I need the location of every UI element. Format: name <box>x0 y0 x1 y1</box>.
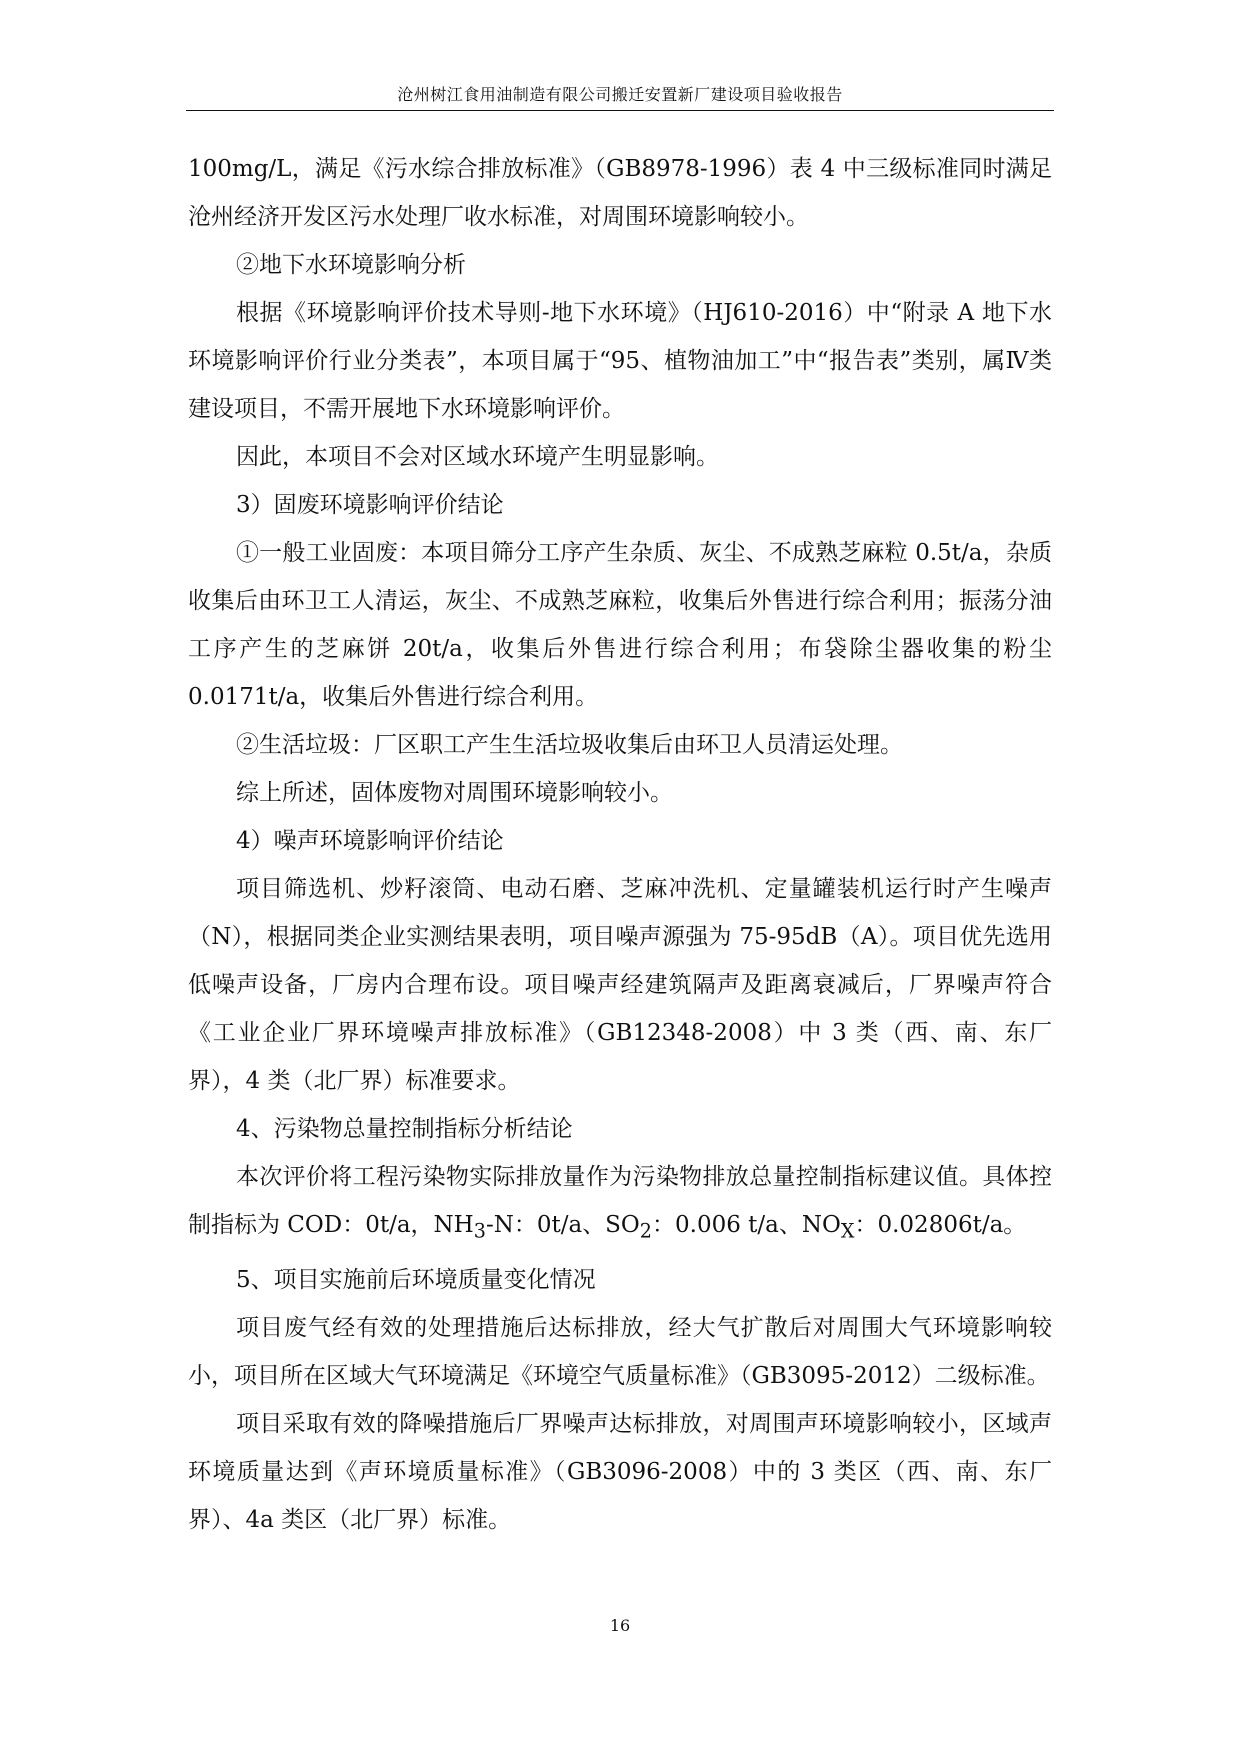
heading-environment-change: 5、项目实施前后环境质量变化情况 <box>236 1266 596 1293</box>
paragraph-noise: 项目筛选机、炒籽滚筒、电动石磨、芝麻冲洗机、定量罐装机运行时产生噪声（N），根据同类企业实测结果表明，项目噪声源强为 75-95dB（A）。项目优先选用低噪声设备，厂房内合理布设。项目噪声经建筑隔声及距离衰减后，厂界噪声符合《工业企业厂界环境噪声排放标准》（GB12348-2008）中 3 类（西、南、东厂界），4 类（北厂界）标准要求。 <box>188 876 1052 1094</box>
total-control-suffix: ：0.02806t/a。 <box>854 1212 1027 1238</box>
page-number: 16 <box>609 1616 631 1635</box>
total-control-prefix: 本次评价将工程污染物实际排放量作为污染物排放总量控制指标建议值。具体控制指标为 COD：0t/a，NH <box>188 1164 1052 1238</box>
paragraph-industrial-solid-waste: ①一般工业固废：本项目筛分工序产生杂质、灰尘、不成熟芝麻粒 0.5t/a，杂质收集后由环卫工人清运，灰尘、不成熟芝麻粒，收集后外售进行综合利用；振荡分油工序产生的芝麻饼 20t/a，收集后外售进行综合利用；布袋除尘器收集的粉尘 0.0171t/a，收集后外售进行综合利用。 <box>188 540 1052 710</box>
paragraph-wastewater-standard: 100mg/L，满足《污水综合排放标准》（GB8978-1996）表 4 中三级标准同时满足沧州经济开发区污水处理厂收水标准，对周围环境影响较小。 <box>188 156 1052 230</box>
paragraph-groundwater: 根据《环境影响评价技术导则-地下水环境》（HJ610-2016）中“附录 A 地下水环境影响评价行业分类表”，本项目属于“95、植物油加工”中“报告表”类别，属Ⅳ类建设项目，不需开展地下水环境影响评价。 <box>188 300 1052 422</box>
paragraph-solid-waste-summary: 综上所述，固体废物对周围环境影响较小。 <box>236 780 673 806</box>
nh3-subscript: 3 <box>473 1219 486 1243</box>
header-rule <box>186 110 1054 111</box>
so2-subscript: 2 <box>639 1219 652 1243</box>
paragraph-domestic-waste: ②生活垃圾：厂区职工产生生活垃圾收集后由环卫人员清运处理。 <box>236 732 903 758</box>
heading-groundwater: ②地下水环境影响分析 <box>236 252 466 278</box>
total-control-mid1: -N：0t/a、SO <box>485 1212 640 1238</box>
total-control-mid2: ：0.006 t/a、NO <box>652 1212 841 1238</box>
document-body <box>188 145 1052 1544</box>
heading-total-control: 4、污染物总量控制指标分析结论 <box>236 1116 573 1142</box>
paragraph-acoustic-quality: 项目采取有效的降噪措施后厂界噪声达标排放，对周围声环境影响较小，区域声环境质量达到《声环境质量标准》（GB3096-2008）中的 3 类区（西、南、东厂界）、4a 类区（北厂界）标准。 <box>188 1410 1052 1533</box>
page-header: 沧州树江食用油制造有限公司搬迁安置新厂建设项目验收报告 <box>397 85 843 104</box>
heading-solid-waste: 3）固废环境影响评价结论 <box>236 492 504 518</box>
paragraph-water-conclusion: 因此，本项目不会对区域水环境产生明显影响。 <box>236 444 719 470</box>
nox-subscript: X <box>840 1219 855 1243</box>
paragraph-total-control <box>188 1153 1052 1256</box>
paragraph-air-quality: 项目废气经有效的处理措施后达标排放，经大气扩散后对周围大气环境影响较小，项目所在区域大气环境满足《环境空气质量标准》（GB3095-2012）二级标准。 <box>188 1314 1052 1389</box>
heading-noise: 4）噪声环境影响评价结论 <box>236 828 504 854</box>
